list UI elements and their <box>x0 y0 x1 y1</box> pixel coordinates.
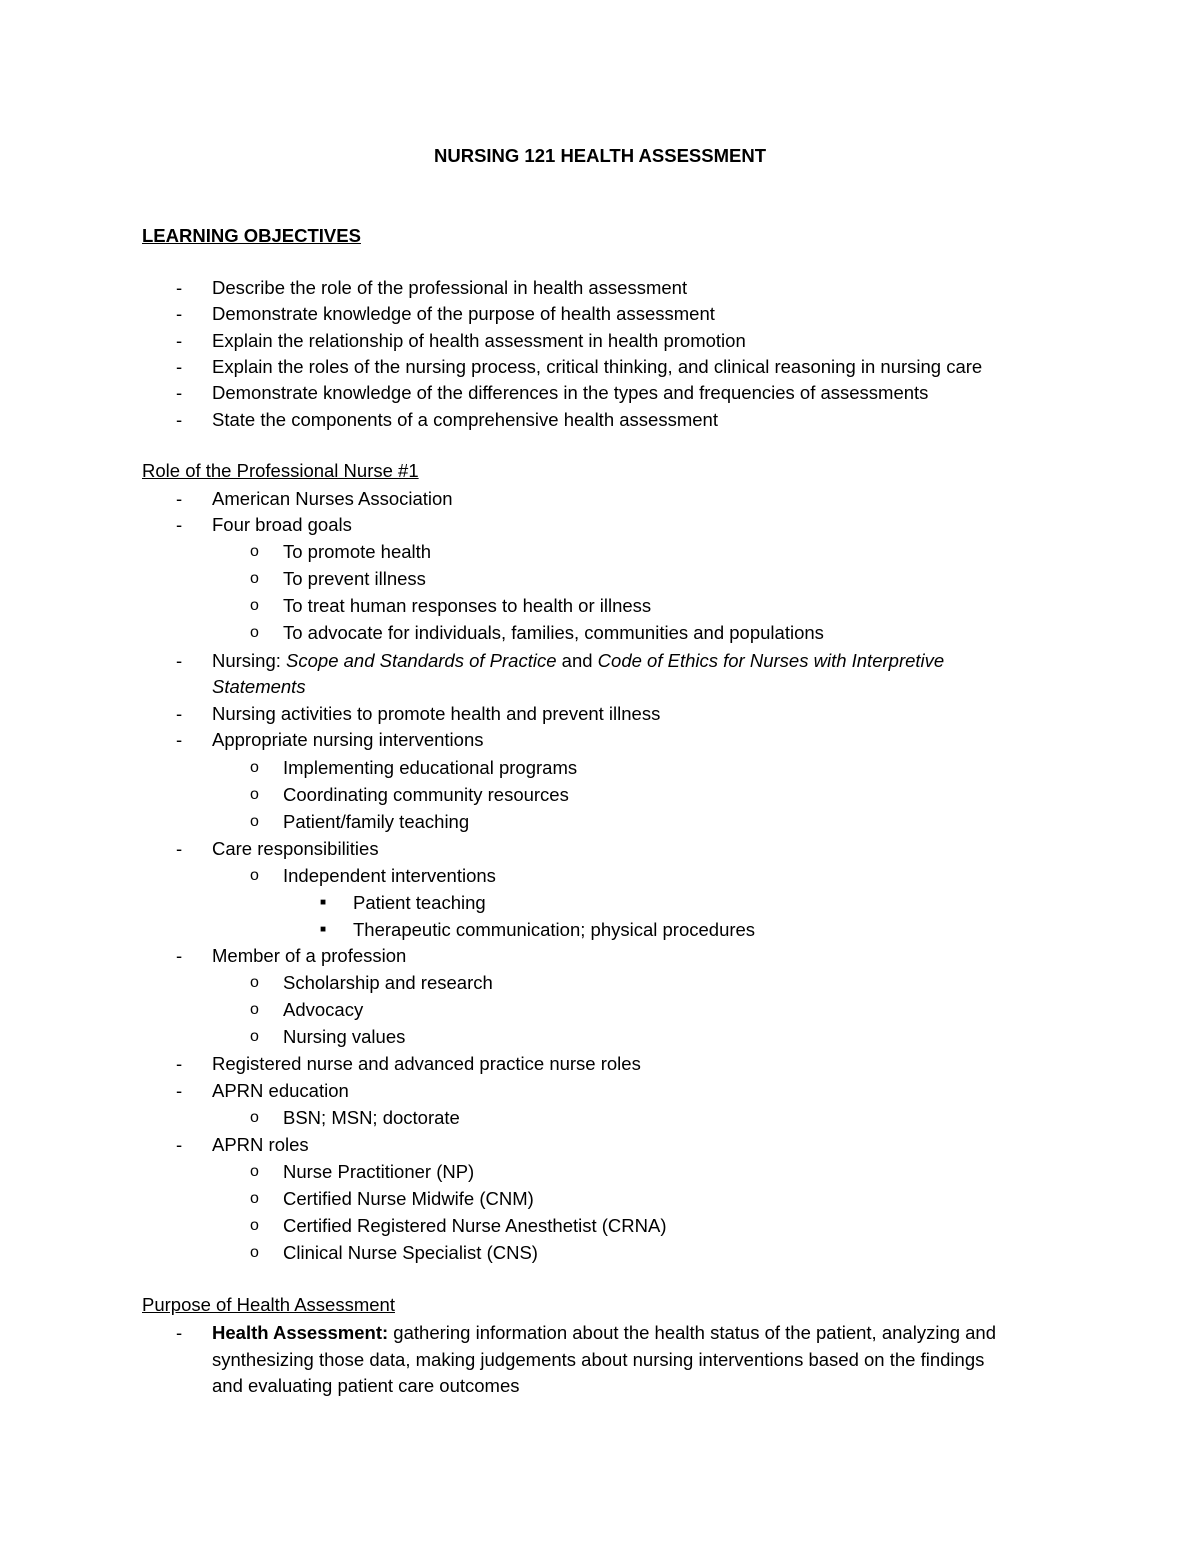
list-item: Nursing values <box>283 1026 406 1047</box>
list-item: Explain the relationship of health assessment in health promotion <box>212 330 746 351</box>
list-item: Explain the roles of the nursing process, critical thinking, and clinical reasoning in nursing care <box>212 356 983 377</box>
role-heading: Role of the Professional Nurse #1 <box>142 460 419 481</box>
dash-bullet: - <box>176 514 183 535</box>
dash-bullet: - <box>176 356 183 377</box>
list-item: Demonstrate knowledge of the purpose of health assessment <box>212 303 715 324</box>
list-item: Describe the role of the professional in health assessment <box>212 277 688 298</box>
square-bullet: ■ <box>320 897 327 908</box>
circle-bullet: o <box>250 570 259 587</box>
list-item: To treat human responses to health or illness <box>283 595 652 616</box>
dash-bullet: - <box>176 703 183 724</box>
list-item: Certified Registered Nurse Anesthetist (CRNA) <box>283 1215 667 1236</box>
dash-bullet: - <box>176 945 183 966</box>
circle-bullet: o <box>250 1190 259 1207</box>
definition-continuation: synthesizing those data, making judgements about nursing interventions based on the findings <box>212 1349 985 1370</box>
dash-bullet: - <box>176 303 183 324</box>
and-text: and <box>556 650 598 671</box>
circle-bullet: o <box>250 813 259 830</box>
circle-bullet: o <box>250 597 259 614</box>
list-item: To prevent illness <box>283 568 426 589</box>
list-item: Independent interventions <box>283 865 496 886</box>
dash-bullet: - <box>176 1080 183 1101</box>
statements-text: Statements <box>212 676 306 697</box>
list-item: Therapeutic communication; physical procedures <box>353 919 756 940</box>
list-item: Scholarship and research <box>283 972 493 993</box>
circle-bullet: o <box>250 974 259 991</box>
dash-bullet: - <box>176 330 183 351</box>
code-title: Code of Ethics for Nurses with Interpretive <box>597 650 945 671</box>
purpose-heading: Purpose of Health Assessment <box>142 1294 395 1315</box>
circle-bullet: o <box>250 543 259 560</box>
list-item: Appropriate nursing interventions <box>212 729 484 750</box>
list-item: Demonstrate knowledge of the differences in the types and frequencies of assessments <box>212 382 929 403</box>
circle-bullet: o <box>250 624 259 641</box>
dash-bullet: - <box>176 277 183 298</box>
circle-bullet: o <box>250 786 259 803</box>
list-item: APRN roles <box>212 1134 309 1155</box>
circle-bullet: o <box>250 1028 259 1045</box>
list-item: Registered nurse and advanced practice nurse roles <box>212 1053 641 1074</box>
dash-bullet: - <box>176 409 183 430</box>
list-item-continuation <box>212 674 306 700</box>
health-assessment-definition <box>212 1320 996 1346</box>
dash-bullet: - <box>176 838 183 859</box>
list-item: Advocacy <box>283 999 364 1020</box>
dash-bullet: - <box>176 1053 183 1074</box>
dash-bullet: - <box>176 729 183 750</box>
dash-bullet: - <box>176 1322 183 1343</box>
dash-bullet: - <box>176 382 183 403</box>
list-item: Certified Nurse Midwife (CNM) <box>283 1188 534 1209</box>
list-item: Nurse Practitioner (NP) <box>283 1161 475 1182</box>
list-item: Patient teaching <box>353 892 486 913</box>
definition-term: Health Assessment: <box>212 1322 389 1343</box>
list-item: Care responsibilities <box>212 838 379 859</box>
circle-bullet: o <box>250 867 259 884</box>
page-title: NURSING 121 HEALTH ASSESSMENT <box>433 145 767 166</box>
dash-bullet: - <box>176 650 183 671</box>
list-item: Member of a profession <box>212 945 407 966</box>
list-item: Four broad goals <box>212 514 352 535</box>
list-item-nursing-references <box>212 648 944 674</box>
nursing-prefix: Nursing: <box>212 650 287 671</box>
dash-bullet: - <box>176 1134 183 1155</box>
circle-bullet: o <box>250 1001 259 1018</box>
learning-objectives-heading: LEARNING OBJECTIVES <box>142 225 361 246</box>
definition-continuation: and evaluating patient care outcomes <box>212 1375 520 1396</box>
list-item: Patient/family teaching <box>283 811 470 832</box>
list-item: Nursing activities to promote health and prevent illness <box>212 703 661 724</box>
circle-bullet: o <box>250 1244 259 1261</box>
list-item: Coordinating community resources <box>283 784 569 805</box>
scope-title: Scope and Standards of Practice <box>286 650 557 671</box>
circle-bullet: o <box>250 759 259 776</box>
list-item: Clinical Nurse Specialist (CNS) <box>283 1242 538 1263</box>
list-item: To advocate for individuals, families, communities and populations <box>283 622 824 643</box>
list-item: State the components of a comprehensive health assessment <box>212 409 718 430</box>
list-item: APRN education <box>212 1080 349 1101</box>
definition-text: gathering information about the health status of the patient, analyzing and <box>388 1322 997 1343</box>
square-bullet: ■ <box>320 924 327 935</box>
circle-bullet: o <box>250 1217 259 1234</box>
dash-bullet: - <box>176 488 183 509</box>
list-item: To promote health <box>283 541 432 562</box>
list-item: Implementing educational programs <box>283 757 578 778</box>
list-item: BSN; MSN; doctorate <box>283 1107 460 1128</box>
circle-bullet: o <box>250 1109 259 1126</box>
list-item: American Nurses Association <box>212 488 453 509</box>
circle-bullet: o <box>250 1163 259 1180</box>
